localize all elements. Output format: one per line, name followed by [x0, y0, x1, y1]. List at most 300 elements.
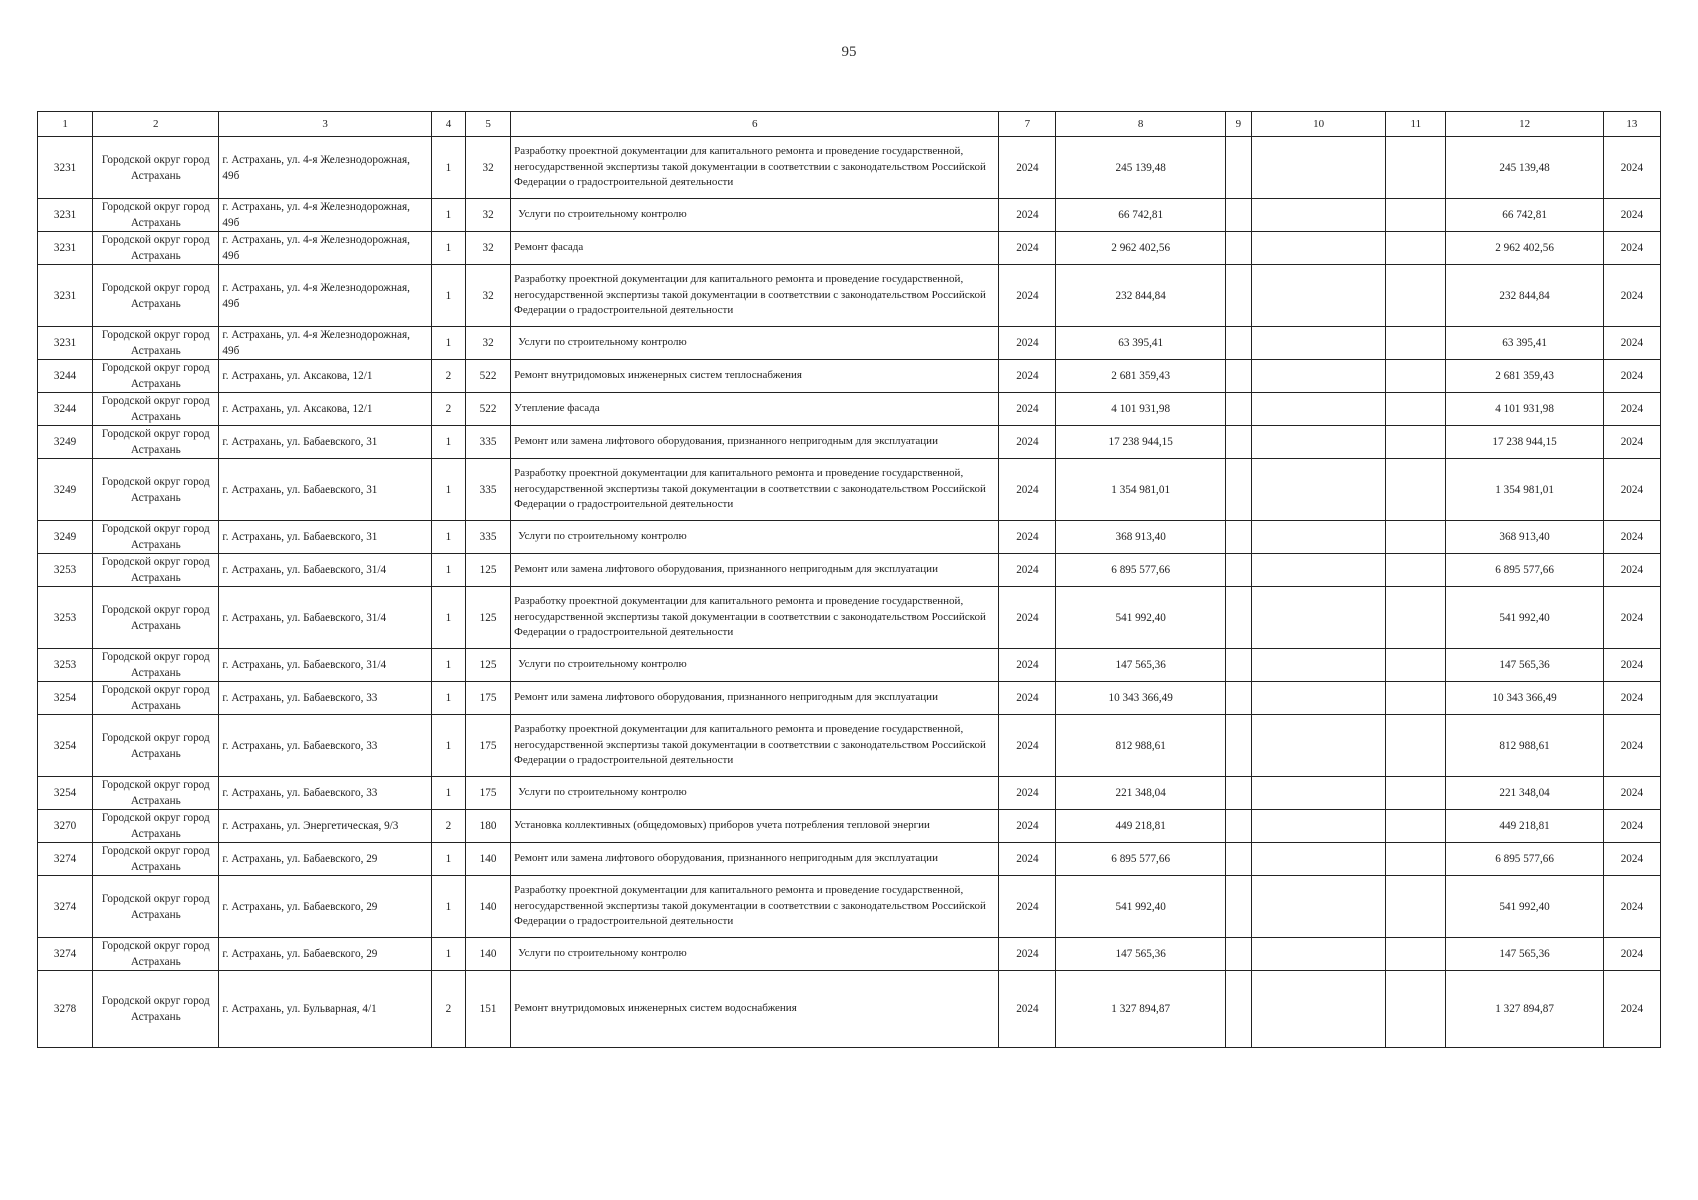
municipality-cell: Городской округ город Астрахань — [93, 521, 219, 554]
col5-cell: 335 — [466, 459, 511, 521]
table-row — [38, 649, 1661, 682]
col11-cell — [1386, 521, 1446, 554]
col11-cell — [1386, 199, 1446, 232]
year-col13-cell: 2024 — [1603, 360, 1660, 393]
col10-cell — [1251, 521, 1385, 554]
amount-col12-cell: 147 565,36 — [1446, 938, 1603, 971]
year-cell: 2024 — [999, 715, 1056, 777]
amount-cell: 6 895 577,66 — [1056, 843, 1225, 876]
col10-cell — [1251, 810, 1385, 843]
amount-cell: 449 218,81 — [1056, 810, 1225, 843]
col4-cell: 1 — [431, 843, 465, 876]
col10-cell — [1251, 327, 1385, 360]
work-description-cell: Разработку проектной документации для капитального ремонта и проведение государственной, негосударственной экспертизы такой документации в соответствии с законодательством Российской Федерации о градостроительной деятельности — [511, 265, 999, 327]
year-col13-cell: 2024 — [1603, 971, 1660, 1048]
address-cell: г. Астрахань, ул. Бабаевского, 31 — [219, 521, 432, 554]
year-col13-cell: 2024 — [1603, 521, 1660, 554]
col10-cell — [1251, 554, 1385, 587]
column-header: 12 — [1446, 112, 1603, 137]
column-header: 3 — [219, 112, 432, 137]
address-cell: г. Астрахань, ул. Бабаевского, 31/4 — [219, 649, 432, 682]
amount-cell: 2 962 402,56 — [1056, 232, 1225, 265]
amount-col12-cell: 2 962 402,56 — [1446, 232, 1603, 265]
row-number-cell: 3231 — [38, 199, 93, 232]
col11-cell — [1386, 554, 1446, 587]
col11-cell — [1386, 137, 1446, 199]
row-number-cell: 3244 — [38, 360, 93, 393]
col4-cell: 1 — [431, 649, 465, 682]
work-description-cell: Разработку проектной документации для капитального ремонта и проведение государственной, негосударственной экспертизы такой документации в соответствии с законодательством Российской Федерации о градостроительной деятельности — [511, 715, 999, 777]
row-number-cell: 3254 — [38, 682, 93, 715]
table-row — [38, 521, 1661, 554]
column-header: 11 — [1386, 112, 1446, 137]
year-col13-cell: 2024 — [1603, 938, 1660, 971]
row-number-cell: 3244 — [38, 393, 93, 426]
address-cell: г. Астрахань, ул. Бабаевского, 29 — [219, 843, 432, 876]
amount-cell: 1 354 981,01 — [1056, 459, 1225, 521]
row-number-cell: 3274 — [38, 876, 93, 938]
amount-col12-cell: 1 327 894,87 — [1446, 971, 1603, 1048]
col5-cell: 522 — [466, 360, 511, 393]
col10-cell — [1251, 232, 1385, 265]
row-number-cell: 3249 — [38, 426, 93, 459]
row-number-cell: 3274 — [38, 938, 93, 971]
municipality-cell: Городской округ город Астрахань — [93, 587, 219, 649]
col9-cell — [1225, 426, 1251, 459]
col5-cell: 32 — [466, 265, 511, 327]
amount-cell: 541 992,40 — [1056, 876, 1225, 938]
table-row — [38, 265, 1661, 327]
col9-cell — [1225, 682, 1251, 715]
col10-cell — [1251, 587, 1385, 649]
col10-cell — [1251, 265, 1385, 327]
year-cell: 2024 — [999, 876, 1056, 938]
table-row — [38, 137, 1661, 199]
year-cell: 2024 — [999, 327, 1056, 360]
col5-cell: 32 — [466, 327, 511, 360]
year-col13-cell: 2024 — [1603, 459, 1660, 521]
column-header: 1 — [38, 112, 93, 137]
work-description-cell: Ремонт или замена лифтового оборудования, признанного непригодным для эксплуатации — [511, 554, 999, 587]
year-col13-cell: 2024 — [1603, 587, 1660, 649]
municipality-cell: Городской округ город Астрахань — [93, 459, 219, 521]
column-header: 8 — [1056, 112, 1225, 137]
column-number-row — [38, 112, 1661, 137]
year-cell: 2024 — [999, 199, 1056, 232]
work-description-cell: Услуги по строительному контролю — [511, 327, 999, 360]
municipality-cell: Городской округ город Астрахань — [93, 938, 219, 971]
col4-cell: 1 — [431, 715, 465, 777]
amount-col12-cell: 147 565,36 — [1446, 649, 1603, 682]
work-description-cell: Разработку проектной документации для капитального ремонта и проведение государственной, негосударственной экспертизы такой документации в соответствии с законодательством Российской Федерации о градостроительной деятельности — [511, 876, 999, 938]
col11-cell — [1386, 876, 1446, 938]
col9-cell — [1225, 810, 1251, 843]
col11-cell — [1386, 327, 1446, 360]
col9-cell — [1225, 232, 1251, 265]
col4-cell: 1 — [431, 682, 465, 715]
col11-cell — [1386, 777, 1446, 810]
col5-cell: 125 — [466, 554, 511, 587]
municipality-cell: Городской округ город Астрахань — [93, 232, 219, 265]
col5-cell: 32 — [466, 137, 511, 199]
amount-col12-cell: 6 895 577,66 — [1446, 843, 1603, 876]
col9-cell — [1225, 137, 1251, 199]
table-row — [38, 554, 1661, 587]
col11-cell — [1386, 810, 1446, 843]
col5-cell: 180 — [466, 810, 511, 843]
year-cell: 2024 — [999, 938, 1056, 971]
year-cell: 2024 — [999, 843, 1056, 876]
municipality-cell: Городской округ город Астрахань — [93, 554, 219, 587]
year-cell: 2024 — [999, 426, 1056, 459]
work-description-cell: Услуги по строительному контролю — [511, 777, 999, 810]
col11-cell — [1386, 715, 1446, 777]
row-number-cell: 3253 — [38, 554, 93, 587]
row-number-cell: 3254 — [38, 777, 93, 810]
row-number-cell: 3270 — [38, 810, 93, 843]
col11-cell — [1386, 459, 1446, 521]
municipality-cell: Городской округ город Астрахань — [93, 137, 219, 199]
col10-cell — [1251, 843, 1385, 876]
col5-cell: 175 — [466, 682, 511, 715]
amount-col12-cell: 2 681 359,43 — [1446, 360, 1603, 393]
address-cell: г. Астрахань, ул. Бабаевского, 31 — [219, 426, 432, 459]
year-col13-cell: 2024 — [1603, 137, 1660, 199]
municipality-cell: Городской округ город Астрахань — [93, 393, 219, 426]
year-col13-cell: 2024 — [1603, 777, 1660, 810]
page-number: 95 — [841, 44, 857, 60]
work-description-cell: Услуги по строительному контролю — [511, 649, 999, 682]
col10-cell — [1251, 649, 1385, 682]
address-cell: г. Астрахань, ул. Бабаевского, 31/4 — [219, 554, 432, 587]
col5-cell: 522 — [466, 393, 511, 426]
column-header: 7 — [999, 112, 1056, 137]
col5-cell: 335 — [466, 521, 511, 554]
amount-cell: 10 343 366,49 — [1056, 682, 1225, 715]
col4-cell: 1 — [431, 137, 465, 199]
table-row — [38, 971, 1661, 1048]
col11-cell — [1386, 232, 1446, 265]
year-col13-cell: 2024 — [1603, 232, 1660, 265]
year-col13-cell: 2024 — [1603, 715, 1660, 777]
col11-cell — [1386, 843, 1446, 876]
work-description-cell: Разработку проектной документации для капитального ремонта и проведение государственной, негосударственной экспертизы такой документации в соответствии с законодательством Российской Федерации о градостроительной деятельности — [511, 587, 999, 649]
col9-cell — [1225, 521, 1251, 554]
table-row — [38, 715, 1661, 777]
address-cell: г. Астрахань, ул. Бабаевского, 33 — [219, 777, 432, 810]
amount-cell: 147 565,36 — [1056, 938, 1225, 971]
col9-cell — [1225, 938, 1251, 971]
municipality-cell: Городской округ город Астрахань — [93, 715, 219, 777]
col10-cell — [1251, 682, 1385, 715]
col10-cell — [1251, 971, 1385, 1048]
amount-cell: 541 992,40 — [1056, 587, 1225, 649]
amount-col12-cell: 4 101 931,98 — [1446, 393, 1603, 426]
col11-cell — [1386, 587, 1446, 649]
table-row — [38, 777, 1661, 810]
year-cell: 2024 — [999, 265, 1056, 327]
col5-cell: 175 — [466, 715, 511, 777]
capital-repair-table — [37, 111, 1661, 1048]
year-cell: 2024 — [999, 682, 1056, 715]
address-cell: г. Астрахань, ул. Аксакова, 12/1 — [219, 393, 432, 426]
table-row — [38, 393, 1661, 426]
municipality-cell: Городской округ город Астрахань — [93, 777, 219, 810]
amount-col12-cell: 66 742,81 — [1446, 199, 1603, 232]
column-header: 5 — [466, 112, 511, 137]
row-number-cell: 3231 — [38, 137, 93, 199]
table-row — [38, 360, 1661, 393]
column-header: 6 — [511, 112, 999, 137]
col9-cell — [1225, 777, 1251, 810]
col4-cell: 1 — [431, 426, 465, 459]
col9-cell — [1225, 199, 1251, 232]
year-cell: 2024 — [999, 459, 1056, 521]
work-description-cell: Услуги по строительному контролю — [511, 521, 999, 554]
work-description-cell: Установка коллективных (общедомовых) приборов учета потребления тепловой энергии — [511, 810, 999, 843]
municipality-cell: Городской округ город Астрахань — [93, 971, 219, 1048]
amount-cell: 245 139,48 — [1056, 137, 1225, 199]
amount-cell: 812 988,61 — [1056, 715, 1225, 777]
work-description-cell: Ремонт фасада — [511, 232, 999, 265]
year-col13-cell: 2024 — [1603, 426, 1660, 459]
amount-cell: 368 913,40 — [1056, 521, 1225, 554]
amount-cell: 2 681 359,43 — [1056, 360, 1225, 393]
table-row — [38, 459, 1661, 521]
col5-cell: 175 — [466, 777, 511, 810]
municipality-cell: Городской округ город Астрахань — [93, 199, 219, 232]
municipality-cell: Городской округ город Астрахань — [93, 360, 219, 393]
work-description-cell: Разработку проектной документации для капитального ремонта и проведение государственной, негосударственной экспертизы такой документации в соответствии с законодательством Российской Федерации о градостроительной деятельности — [511, 459, 999, 521]
address-cell: г. Астрахань, ул. Бабаевского, 29 — [219, 938, 432, 971]
col5-cell: 125 — [466, 649, 511, 682]
table-row — [38, 232, 1661, 265]
col4-cell: 1 — [431, 587, 465, 649]
col4-cell: 1 — [431, 521, 465, 554]
address-cell: г. Астрахань, ул. Бульварная, 4/1 — [219, 971, 432, 1048]
row-number-cell: 3274 — [38, 843, 93, 876]
address-cell: г. Астрахань, ул. Бабаевского, 31 — [219, 459, 432, 521]
address-cell: г. Астрахань, ул. 4-я Железнодорожная, 49б — [219, 137, 432, 199]
table-row — [38, 810, 1661, 843]
col4-cell: 1 — [431, 327, 465, 360]
col10-cell — [1251, 777, 1385, 810]
year-cell: 2024 — [999, 810, 1056, 843]
amount-col12-cell: 10 343 366,49 — [1446, 682, 1603, 715]
col4-cell: 1 — [431, 876, 465, 938]
col9-cell — [1225, 587, 1251, 649]
year-col13-cell: 2024 — [1603, 327, 1660, 360]
work-description-cell: Утепление фасада — [511, 393, 999, 426]
address-cell: г. Астрахань, ул. Бабаевского, 29 — [219, 876, 432, 938]
column-header: 4 — [431, 112, 465, 137]
year-col13-cell: 2024 — [1603, 199, 1660, 232]
table-row — [38, 843, 1661, 876]
table-row — [38, 682, 1661, 715]
year-cell: 2024 — [999, 587, 1056, 649]
col10-cell — [1251, 715, 1385, 777]
work-description-cell: Ремонт или замена лифтового оборудования, признанного непригодным для эксплуатации — [511, 843, 999, 876]
municipality-cell: Городской округ город Астрахань — [93, 649, 219, 682]
amount-col12-cell: 449 218,81 — [1446, 810, 1603, 843]
col4-cell: 1 — [431, 265, 465, 327]
municipality-cell: Городской округ город Астрахань — [93, 843, 219, 876]
amount-col12-cell: 541 992,40 — [1446, 587, 1603, 649]
col10-cell — [1251, 137, 1385, 199]
column-header: 9 — [1225, 112, 1251, 137]
col9-cell — [1225, 971, 1251, 1048]
work-description-cell: Услуги по строительному контролю — [511, 199, 999, 232]
year-col13-cell: 2024 — [1603, 265, 1660, 327]
work-description-cell: Ремонт внутридомовых инженерных систем теплоснабжения — [511, 360, 999, 393]
col5-cell: 151 — [466, 971, 511, 1048]
col4-cell: 2 — [431, 360, 465, 393]
work-description-cell: Ремонт или замена лифтового оборудования, признанного непригодным для эксплуатации — [511, 682, 999, 715]
year-col13-cell: 2024 — [1603, 810, 1660, 843]
amount-col12-cell: 812 988,61 — [1446, 715, 1603, 777]
year-col13-cell: 2024 — [1603, 682, 1660, 715]
col9-cell — [1225, 360, 1251, 393]
row-number-cell: 3253 — [38, 587, 93, 649]
col5-cell: 335 — [466, 426, 511, 459]
municipality-cell: Городской округ город Астрахань — [93, 327, 219, 360]
year-col13-cell: 2024 — [1603, 554, 1660, 587]
table-row — [38, 587, 1661, 649]
address-cell: г. Астрахань, ул. Бабаевского, 33 — [219, 715, 432, 777]
col9-cell — [1225, 393, 1251, 426]
municipality-cell: Городской округ город Астрахань — [93, 426, 219, 459]
row-number-cell: 3249 — [38, 459, 93, 521]
col9-cell — [1225, 459, 1251, 521]
col4-cell: 2 — [431, 971, 465, 1048]
year-cell: 2024 — [999, 137, 1056, 199]
year-cell: 2024 — [999, 232, 1056, 265]
municipality-cell: Городской округ город Астрахань — [93, 682, 219, 715]
col11-cell — [1386, 265, 1446, 327]
col4-cell: 2 — [431, 810, 465, 843]
table-row — [38, 199, 1661, 232]
col9-cell — [1225, 327, 1251, 360]
amount-col12-cell: 245 139,48 — [1446, 137, 1603, 199]
row-number-cell: 3254 — [38, 715, 93, 777]
col4-cell: 1 — [431, 554, 465, 587]
year-cell: 2024 — [999, 360, 1056, 393]
col5-cell: 125 — [466, 587, 511, 649]
col9-cell — [1225, 715, 1251, 777]
work-description-cell: Услуги по строительному контролю — [511, 938, 999, 971]
row-number-cell: 3249 — [38, 521, 93, 554]
municipality-cell: Городской округ город Астрахань — [93, 810, 219, 843]
col9-cell — [1225, 843, 1251, 876]
col4-cell: 1 — [431, 938, 465, 971]
address-cell: г. Астрахань, ул. Бабаевского, 33 — [219, 682, 432, 715]
amount-cell: 66 742,81 — [1056, 199, 1225, 232]
work-description-cell: Ремонт или замена лифтового оборудования, признанного непригодным для эксплуатации — [511, 426, 999, 459]
address-cell: г. Астрахань, ул. 4-я Железнодорожная, 49б — [219, 265, 432, 327]
col4-cell: 2 — [431, 393, 465, 426]
work-description-cell: Ремонт внутридомовых инженерных систем водоснабжения — [511, 971, 999, 1048]
amount-col12-cell: 368 913,40 — [1446, 521, 1603, 554]
col9-cell — [1225, 649, 1251, 682]
amount-col12-cell: 6 895 577,66 — [1446, 554, 1603, 587]
col10-cell — [1251, 393, 1385, 426]
col11-cell — [1386, 360, 1446, 393]
address-cell: г. Астрахань, ул. Бабаевского, 31/4 — [219, 587, 432, 649]
col5-cell: 140 — [466, 938, 511, 971]
column-header: 10 — [1251, 112, 1385, 137]
col10-cell — [1251, 426, 1385, 459]
amount-col12-cell: 1 354 981,01 — [1446, 459, 1603, 521]
column-header: 13 — [1603, 112, 1660, 137]
amount-col12-cell: 232 844,84 — [1446, 265, 1603, 327]
amount-col12-cell: 63 395,41 — [1446, 327, 1603, 360]
table-row — [38, 426, 1661, 459]
year-col13-cell: 2024 — [1603, 843, 1660, 876]
amount-col12-cell: 17 238 944,15 — [1446, 426, 1603, 459]
col10-cell — [1251, 360, 1385, 393]
col4-cell: 1 — [431, 459, 465, 521]
table-body — [38, 137, 1661, 1048]
col10-cell — [1251, 938, 1385, 971]
amount-cell: 17 238 944,15 — [1056, 426, 1225, 459]
year-cell: 2024 — [999, 649, 1056, 682]
col11-cell — [1386, 649, 1446, 682]
amount-col12-cell: 541 992,40 — [1446, 876, 1603, 938]
col5-cell: 140 — [466, 876, 511, 938]
year-col13-cell: 2024 — [1603, 649, 1660, 682]
year-cell: 2024 — [999, 393, 1056, 426]
col11-cell — [1386, 426, 1446, 459]
amount-cell: 221 348,04 — [1056, 777, 1225, 810]
column-header: 2 — [93, 112, 219, 137]
col9-cell — [1225, 265, 1251, 327]
work-description-cell: Разработку проектной документации для капитального ремонта и проведение государственной, негосударственной экспертизы такой документации в соответствии с законодательством Российской Федерации о градостроительной деятельности — [511, 137, 999, 199]
row-number-cell: 3231 — [38, 265, 93, 327]
year-cell: 2024 — [999, 777, 1056, 810]
col11-cell — [1386, 682, 1446, 715]
municipality-cell: Городской округ город Астрахань — [93, 265, 219, 327]
year-col13-cell: 2024 — [1603, 393, 1660, 426]
col10-cell — [1251, 876, 1385, 938]
amount-col12-cell: 221 348,04 — [1446, 777, 1603, 810]
col10-cell — [1251, 459, 1385, 521]
year-col13-cell: 2024 — [1603, 876, 1660, 938]
col4-cell: 1 — [431, 777, 465, 810]
col11-cell — [1386, 971, 1446, 1048]
address-cell: г. Астрахань, ул. Аксакова, 12/1 — [219, 360, 432, 393]
table-row — [38, 876, 1661, 938]
amount-cell: 63 395,41 — [1056, 327, 1225, 360]
table-row — [38, 938, 1661, 971]
col5-cell: 140 — [466, 843, 511, 876]
amount-cell: 6 895 577,66 — [1056, 554, 1225, 587]
row-number-cell: 3253 — [38, 649, 93, 682]
col9-cell — [1225, 876, 1251, 938]
col11-cell — [1386, 938, 1446, 971]
year-cell: 2024 — [999, 554, 1056, 587]
amount-cell: 147 565,36 — [1056, 649, 1225, 682]
address-cell: г. Астрахань, ул. Энергетическая, 9/3 — [219, 810, 432, 843]
address-cell: г. Астрахань, ул. 4-я Железнодорожная, 49б — [219, 199, 432, 232]
col10-cell — [1251, 199, 1385, 232]
amount-cell: 1 327 894,87 — [1056, 971, 1225, 1048]
col9-cell — [1225, 554, 1251, 587]
col5-cell: 32 — [466, 199, 511, 232]
table-row — [38, 327, 1661, 360]
col4-cell: 1 — [431, 199, 465, 232]
year-cell: 2024 — [999, 521, 1056, 554]
row-number-cell: 3231 — [38, 327, 93, 360]
